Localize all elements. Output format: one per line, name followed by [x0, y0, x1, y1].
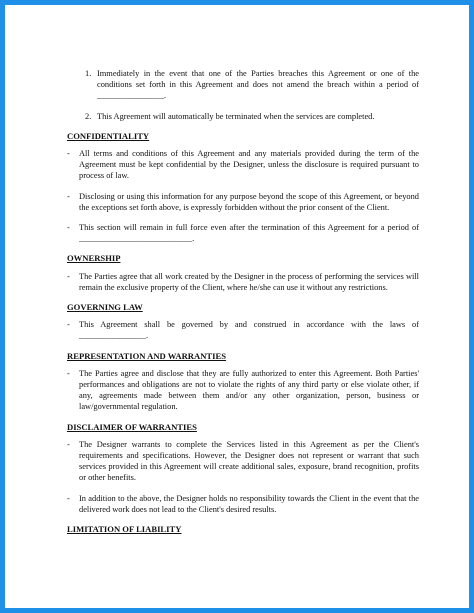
bullet-item — [67, 191, 419, 213]
bullet-marker: - — [67, 191, 70, 201]
bullet-marker: - — [67, 223, 70, 233]
bullet-item — [67, 439, 419, 484]
bullet-marker: - — [67, 493, 70, 503]
item-number: 1. — [85, 69, 92, 78]
bullet-item — [67, 493, 419, 515]
item-number: 2. — [85, 111, 92, 121]
section-heading-confidentiality: CONFIDENTIALITY — [67, 130, 150, 141]
bullet-text: All terms and conditions of this Agreement and any materials provided during the term of the Agreement must be kept confidential by the Designer, unless the disclosure is required pursuant to process of law. — [79, 149, 419, 181]
section-heading-limitation-of-liability: LIMITATION OF LIABILITY — [67, 524, 182, 535]
section-heading-governing-law: GOVERNING LAW — [67, 302, 143, 313]
bullet-marker: - — [67, 439, 70, 449]
bullet-marker: - — [67, 271, 70, 281]
numbered-item — [85, 68, 419, 102]
bullet-text: This section will remain in full force even after the termination of this Agreement for a period of ___________________________. — [79, 223, 419, 244]
bullet-marker: - — [67, 368, 70, 378]
section-heading-disclaimer-of-warranties: DISCLAIMER OF WARRANTIES — [67, 421, 197, 432]
bullet-text: In addition to the above, the Designer holds no responsibility towards the Client in the event that the delivered work does not lead to the Client's desired results. — [79, 493, 419, 514]
bullet-item — [67, 222, 419, 244]
bullet-item — [67, 271, 419, 293]
bullet-marker: - — [67, 149, 70, 159]
bullet-text: This Agreement shall be governed by and construed in accordance with the laws of ________________. — [79, 320, 419, 341]
document-page — [67, 68, 419, 541]
item-text: This Agreement will automatically be terminated when the services are completed. — [97, 111, 375, 121]
bullet-text: The Parties agree that all work created by the Designer in the process of performing the services will remain the exclusive property of the Client, where he/she can use it without any restrictions. — [79, 271, 419, 292]
item-text: Immediately in the event that one of the Parties breaches this Agreement or one of the conditions set forth in this Agreement and does not amend the breach within a period of ________________. — [97, 69, 419, 101]
section-heading-representation-and-warranties: REPRESENTATION AND WARRANTIES — [67, 350, 227, 361]
bullet-text: The Parties agree and disclose that they are fully authorized to enter this Agreement. Both Parties' performances and obligations are not to violate the rights of any third party or else violate other, if any, agreements made between them and/or any other organization, person, business or law/governmental regulation. — [79, 368, 419, 412]
numbered-item — [85, 111, 419, 122]
bullet-item — [67, 319, 419, 341]
bullet-item — [67, 148, 419, 182]
bullet-item — [67, 368, 419, 413]
section-heading-ownership: OWNERSHIP — [67, 253, 121, 264]
bullet-text: Disclosing or using this information for any purpose beyond the scope of this Agreement, or beyond the exceptions set forth above, is expressly forbidden without the prior consent of the Client. — [79, 191, 419, 212]
bullet-marker: - — [67, 320, 70, 330]
bullet-text: The Designer warrants to complete the Services listed in this Agreement as per the Client's requirements and specifications. However, the Designer does not represent or warrant that such services provided in this Agreement will create additional sales, exposure, brand recognition, profits or other benefits. — [79, 439, 419, 483]
